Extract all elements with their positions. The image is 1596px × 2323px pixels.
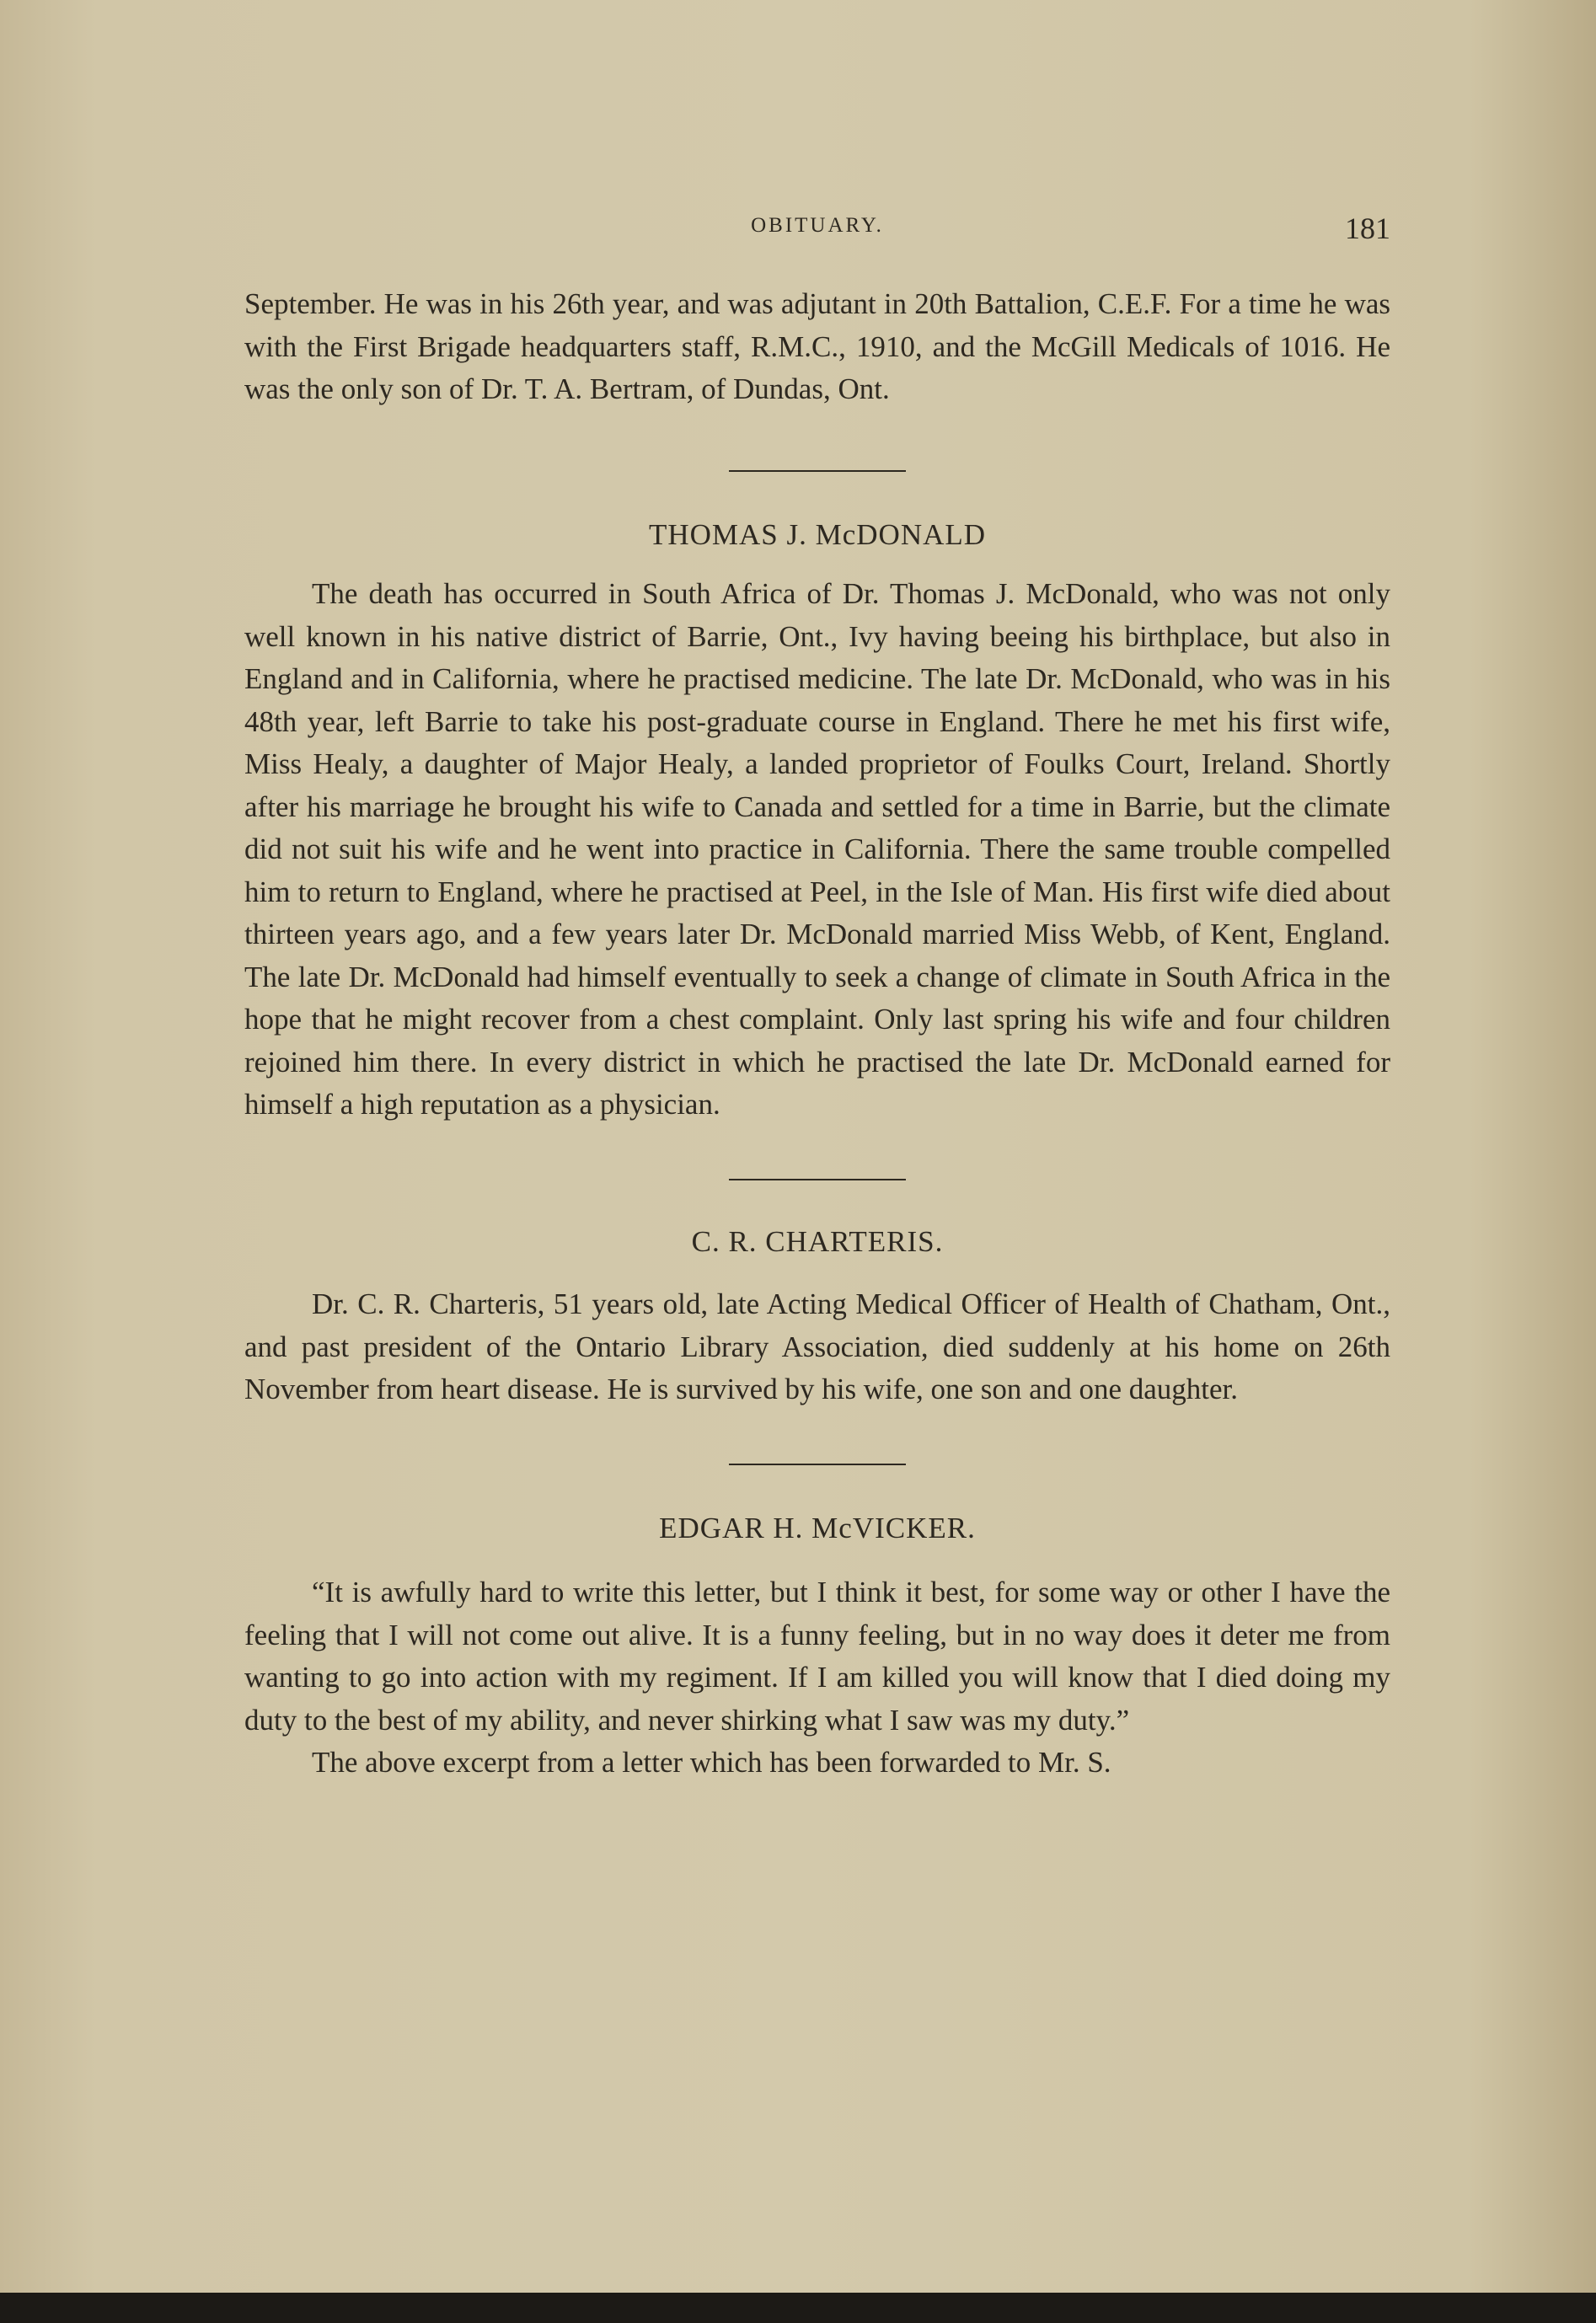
opening-paragraph: September. He was in his 26th year, and was adjutant in 20th Battalion, C.E.F. For a time he was with the First Brigade headquarters staff, R.M.C., 1910, and the McGill Medicals of 1016. He was the only son of Dr. T. A. Bertram, of Dundas, Ont. — [244, 287, 1390, 405]
section-text-mcdonald: The death has occurred in South Africa of Dr. Thomas J. McDonald, who was not only well known in his native district of Barrie, Ont., Ivy having beeing his birthplace, but also in England and in California, where he practised medicine. The late Dr. McDonald, who was in his 48th year, left Barrie to take his post-graduate course in England. There he met his first wife, Miss Healy, a daughter of Major Healy, a landed proprietor of Foulks Court, Ireland. Shortly after his marriage he brought his wife to Canada and settled for a time in Barrie, but the climate did not suit his wife and he went into practice in California. There the same trouble compelled him to return to England, where he practised at Peel, in the Isle of Man. His first wife died about thirteen years ago, and a few years later Dr. McDonald married Miss Webb, of Kent, England. The late Dr. McDonald had himself eventually to seek a change of climate in South Africa in the hope that he might recover from a chest complaint. Only last spring his wife and four children rejoined him there. In every district in which he practised the late Dr. McDonald earned for himself a high reputation as a physician. — [244, 577, 1390, 1121]
page-number: 181 — [1345, 211, 1390, 245]
section-heading-mcdonald: THOMAS J. McDONALD — [648, 517, 987, 551]
scan-bottom-edge — [0, 2293, 1596, 2323]
section-divider — [729, 470, 906, 472]
section-text-mcvicker-continued: The above excerpt from a letter which has been forwarded to Mr. S. — [312, 1746, 1111, 1779]
section-heading-charteris: C. R. CHARTERIS. — [691, 1224, 944, 1258]
section-heading-mcvicker: EDGAR H. McVICKER. — [659, 1511, 976, 1544]
section-text-charteris: Dr. C. R. Charteris, 51 years old, late Acting Medical Officer of Health of Chatham, Ont., and past president of the Ontario Library Association, died suddenly at his home on 26th November from heart disease. He is survived by his wife, one son and one daughter. — [244, 1287, 1390, 1405]
section-text-mcvicker: “It is awfully hard to write this letter, but I think it best, for some way or other I have the feeling that I will not come out alive. It is a funny feeling, but in no way does it deter me from wanting to go into action with my regiment. If I am killed you will know that I died doing my duty to the best of my ability, and never shirking what I saw was my duty.” — [244, 1576, 1390, 1737]
section-divider — [729, 1464, 906, 1465]
running-head — [244, 211, 1390, 261]
section-divider — [729, 1179, 906, 1180]
running-title: OBITUARY. — [751, 214, 884, 237]
page-content — [244, 283, 1390, 1785]
